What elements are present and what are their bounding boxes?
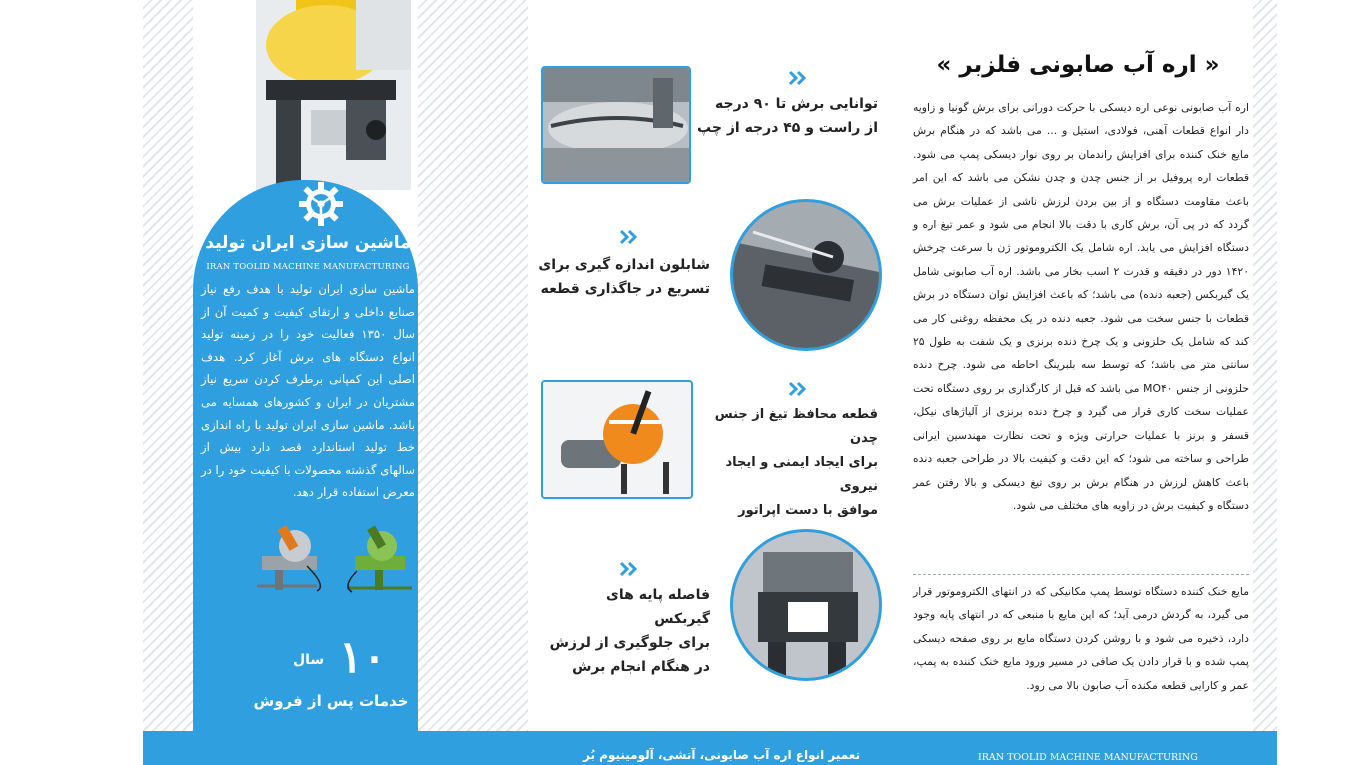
footer-text-fa: تعمیر انواع اره آب صابونی، آتشی، آلومینیوم بُر [583, 748, 861, 762]
feature-line: فاصله پایه های گیربکس [606, 587, 710, 627]
feature-line: توانایی برش تا ۹۰ درجه [715, 96, 878, 112]
after-sales-service: خدمات پس از فروش [253, 692, 409, 710]
photo-cutting-head [543, 68, 689, 182]
feature-line: موافق با دست اپراتور [738, 503, 878, 518]
feature-gearbox-legs [548, 583, 710, 679]
feature-image-gearbox [730, 529, 882, 681]
feature-image-saw [541, 380, 693, 499]
hatch-pattern-left [143, 0, 193, 731]
feature-image-gauge [730, 199, 882, 351]
feature-blade-guard [698, 403, 878, 523]
feature-line: تسریع در جاگذاری قطعه [540, 281, 710, 297]
chevron-icon [617, 561, 643, 577]
brochure-page [143, 0, 1277, 765]
feature-measuring-gauge [538, 253, 710, 301]
article-body-coolant: مایع خنک کننده دستگاه توسط پمپ مکانیکی که در انتهای الکتروموتور قرار می گیرد، به گردش درمی آید؛ که این مایع با منبعی که در انتهای پایه وجود دارد، ذخیره می شود و با روشن کردن دستگاه مایع بر روی صفحه دیسکی پمپ شده و با قرار دادن یک صافی در مسیر ورود مایع خنک کننده به پمپ، عمر و کارایی قطعه مکنده آب صابون بالا می رود. [913, 585, 1249, 692]
divider [913, 574, 1249, 575]
feature-line: برای جلوگیری از لرزش [549, 635, 710, 651]
chevron-icon [786, 381, 812, 397]
hatch-pattern-mid [418, 0, 528, 731]
product-images [247, 516, 427, 596]
photo-gauge [733, 202, 879, 348]
feature-line: در هنگام انجام برش [572, 659, 710, 675]
gear-logo-icon [297, 180, 345, 228]
feature-line: قطعه محافظ تیغ از جنس چدن [714, 407, 878, 446]
chevron-icon [786, 70, 812, 86]
feature-line: از راست و ۴۵ درجه از چپ [697, 120, 878, 136]
photo-saw [543, 382, 691, 497]
feature-line: شابلون اندازه گیری برای [538, 257, 710, 273]
feature-image-cutting-head [541, 66, 691, 184]
brand-name-fa: ماشین سازی ایران تولید [205, 233, 411, 253]
feature-90-degree [683, 92, 878, 140]
article-body: اره آب صابونی نوعی اره دیسکی با حرکت دورانی برای برش گونیا و زاویه دار انواع قطعات آهنی، فولادی، استیل و ... می باشد که در هنگام برش مایع خنک کننده برای افزایش راندمان بر روی نوار دیسکی پمپ می شود. قطعات اره پروفیل بر از جنس چدن و چدن نشکن می باشد که این امر باعث مقاومت دستگاه و از بین بردن لرزش ناشی از عملیات برش می گردد که در پی آن، برش کاری با دقت بالا انجام می شود و عمر تیغ اره و دستگاه افزایش می یابد. اره شامل یک الکتروموتور ژن با سرعت چرخش ۱۴۲۰ دور در دقیقه و قدرت ۲ اسب بخار می باشد. اره آب صابونی شامل یک گیربکس (جعبه دنده) می باشد؛ که باعث افزایش توان دستگاه در برش قطعات با جنس سخت می شود. جعبه دنده در یک محفظه روغنی کار می کند که شامل یک حلزونی و یک چرخ دنده برنزی و یک شفت به طول ۲۵ سانتی متر می باشد؛ که توسط سه بلبرینگ احاطه می شود. چرخ دنده حلزونی از جنس MO۴۰ می باشد که قبل از کارگذاری بر روی دستگاه تحت عملیات سخت کاری قرار می گیرد و چرخ دنده برنزی از آلیاژهای نیکل، قسفر و برنز با عملیات حرارتی ویژه و تحت نظارت مهندسین ایرانی طراحی و ساخته می شود؛ که این دقت و کیفیت بالا در طراحی جعبه دنده باعث کاهش لرزش در هنگام برش بر روی تیغ دیسکی و بالا رفتن عمر دستگاه و کیفیت برش در زاویه های مختلف می شود. [913, 101, 1249, 512]
years-unit: سال [293, 652, 325, 668]
article-title: « اره آب صابونی فلزبر » [936, 52, 1220, 78]
photo-gearbox [733, 532, 879, 678]
years-number: ۱۰ [339, 632, 387, 683]
brand-name-en: IRAN TOOLID MACHINE MANUFACTURING [206, 262, 410, 272]
feature-line: برای ایجاد ایمنی و ایجاد نیروی [725, 455, 878, 494]
about-text: ماشین سازی ایران تولید با هدف رفع نیاز صنایع داخلی و ارتقای کیفیت و کمیت آن از سال ۱۳۵۰ فعالیت خود را در زمینه تولید انواع دستگاه های برش آغاز کرد. هدف اصلی این کمپانی برطرف کردن سریع نیاز مشتریان در ایران و کشورهای همسایه می باشد. ماشین سازی ایران تولید با راه اندازی خط تولید استاندارد قصد دارد بیش از سالهای گذشته محصولات با کیفیت خود را در معرض استفاده قرار دهد. [201, 282, 416, 500]
machine-photo [251, 0, 416, 190]
chevron-icon [617, 229, 643, 245]
footer-text-en: IRAN TOOLID MACHINE MANUFACTURING [978, 752, 1198, 763]
hatch-pattern-right [1253, 0, 1277, 731]
